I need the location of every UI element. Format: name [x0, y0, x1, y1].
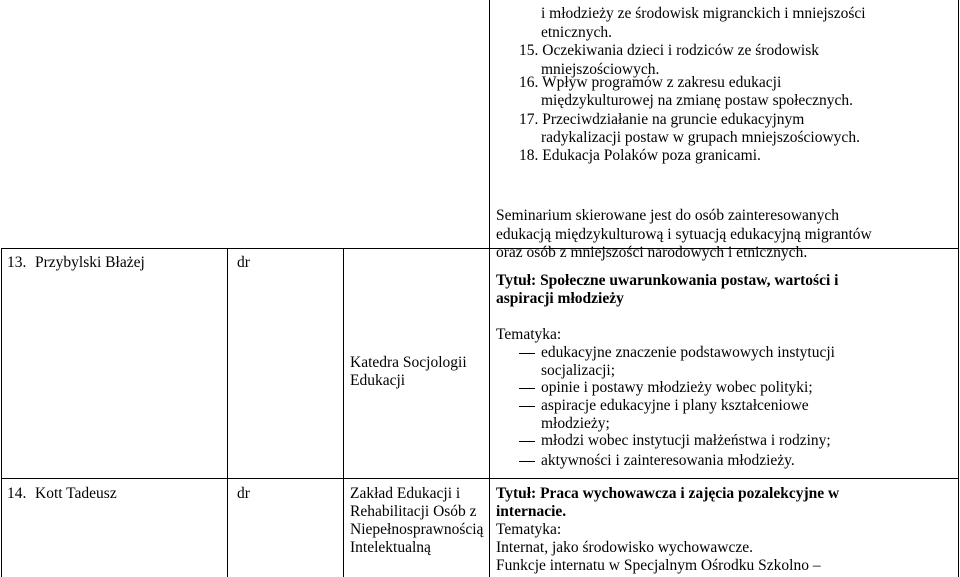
- academic-degree: dr: [237, 485, 250, 502]
- topic-text-line: Funkcje internatu w Specjalnym Ośrodku Szkolno –: [496, 557, 821, 574]
- topics-label: Tematyka:: [496, 521, 562, 538]
- department-line: Zakład Edukacji i: [350, 485, 461, 502]
- supervisor-name: Przybylski Błażej: [35, 254, 145, 271]
- topic-line: 17. Przeciwdziałanie na gruncie edukacyjnym: [519, 111, 805, 128]
- topic-line: etnicznych.: [541, 24, 613, 41]
- column-border-degree: [343, 248, 344, 577]
- academic-degree: dr: [237, 254, 250, 271]
- supervisor-name: Kott Tadeusz: [35, 485, 117, 502]
- list-bullet-dash: [519, 441, 535, 442]
- list-bullet-dash: [519, 461, 535, 462]
- department-line: Niepełnosprawnością: [350, 521, 484, 538]
- column-border-topic-left: [489, 0, 490, 577]
- row-number: 13.: [7, 254, 27, 271]
- seminar-title-line: Tytuł: Społeczne uwarunkowania postaw, wartości i: [496, 272, 839, 289]
- topic-line: 18. Edukacja Polaków poza granicami.: [519, 147, 761, 164]
- department-line: Rehabilitacji Osób z: [350, 503, 477, 520]
- topic-item-line: aktywności i zainteresowania młodzieży.: [541, 452, 795, 469]
- topic-line: 16. Wpływ programów z zakresu edukacji: [519, 74, 782, 91]
- topic-line: radykalizacji postaw w grupach mniejszościowych.: [541, 129, 860, 146]
- row-border-14: [1, 478, 959, 479]
- department-line: Edukacji: [350, 372, 406, 389]
- topic-item-line: młodzi wobec instytucji małżeństwa i rodziny;: [541, 432, 831, 449]
- column-border-left: [1, 248, 2, 577]
- row-border-13: [1, 248, 959, 249]
- topic-item-line: edukacyjne znaczenie podstawowych instytucji: [541, 344, 835, 361]
- list-bullet-dash: [519, 406, 535, 407]
- list-bullet-dash: [519, 388, 535, 389]
- topic-item-line: aspiracje edukacyjne i plany kształceniowe: [541, 397, 809, 414]
- department-line: Intelektualną: [350, 539, 431, 556]
- list-bullet-dash: [519, 353, 535, 354]
- topic-text-line: Internat, jako środowisko wychowawcze.: [496, 539, 753, 556]
- row-number: 14.: [7, 485, 27, 502]
- topic-line: mniejszościowych.: [541, 61, 660, 78]
- seminar-note-line: oraz osób z mniejszości narodowych i etnicznych.: [496, 244, 808, 261]
- seminar-note-line: Seminarium skierowane jest do osób zainteresowanych: [496, 207, 840, 224]
- column-border-right: [958, 0, 959, 577]
- topic-line: 15. Oczekiwania dzieci i rodziców ze środowisk: [519, 42, 819, 59]
- seminar-title-line: internacie.: [496, 503, 567, 520]
- topics-label: Tematyka:: [496, 326, 562, 343]
- topic-item-line: opinie i postawy młodzieży wobec polityki;: [541, 379, 813, 396]
- column-border-name: [227, 248, 228, 577]
- topic-item-line: młodzieży;: [541, 415, 610, 432]
- seminar-title-line: aspiracji młodzieży: [496, 290, 624, 307]
- topic-item-line: socjalizacji;: [541, 362, 616, 379]
- seminar-note-line: edukacją międzykulturową i sytuacją edukacyjną migrantów: [496, 226, 872, 243]
- topic-line: międzykulturowej na zmianę postaw społecznych.: [541, 92, 854, 109]
- department-line: Katedra Socjologii: [350, 354, 467, 371]
- topic-line: i młodzieży ze środowisk migranckich i mniejszości: [541, 5, 866, 22]
- seminar-title-line: Tytuł: Praca wychowawcza i zajęcia pozalekcyjne w: [496, 485, 840, 502]
